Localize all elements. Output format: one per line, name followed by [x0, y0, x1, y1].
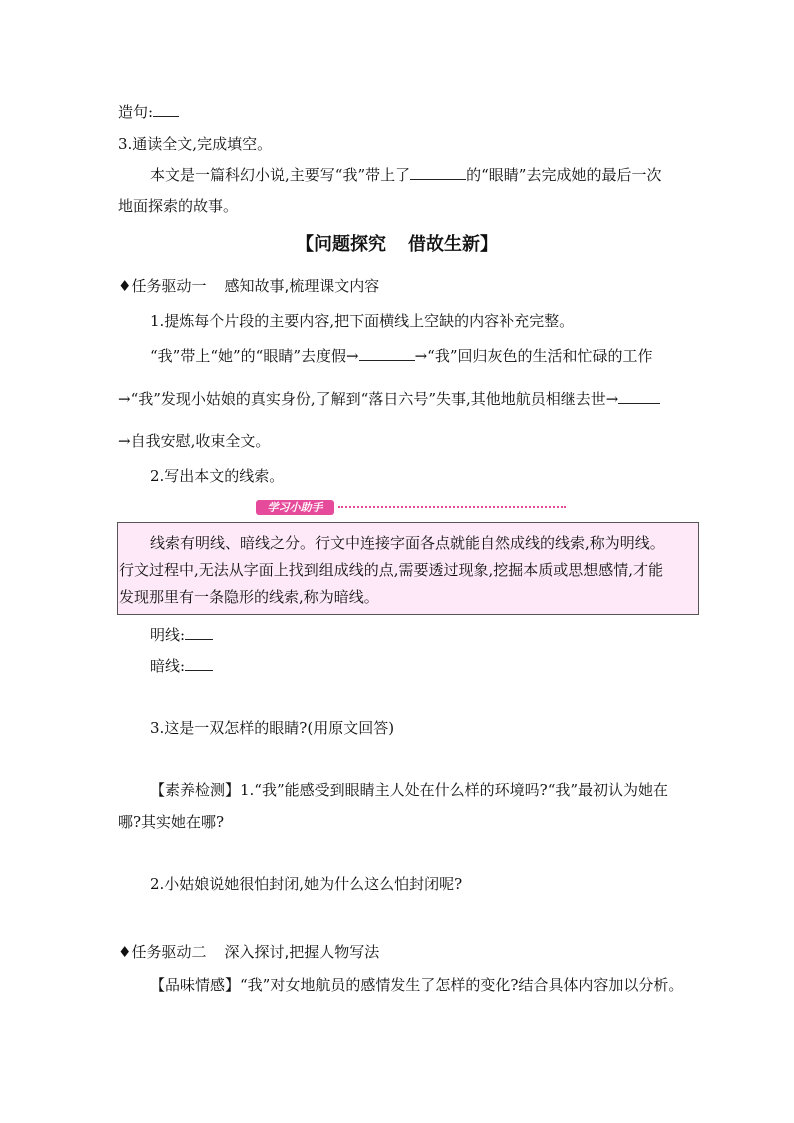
check-line2: 哪?其实她在哪? — [118, 813, 225, 831]
task2-name: 任务驱动二 — [131, 943, 207, 961]
anxian-label: 暗线: — [150, 657, 186, 675]
check-line1: 【素养检测】1.“我”能感受到眼睛主人处在什么样的环境吗?“我”最初认为她在 — [150, 781, 669, 799]
q3-text-a: 本文是一篇科幻小说,主要写“我”带上了 — [150, 166, 411, 184]
task2-desc: 深入探讨,把握人物写法 — [224, 943, 380, 961]
anxian-line — [150, 656, 213, 676]
task1-name: 任务驱动一 — [131, 277, 207, 295]
q3-paragraph-line1 — [150, 165, 661, 185]
task1-q2: 2.写出本文的线索。 — [150, 467, 285, 485]
q3-text-b: 的“眼睛”去完成她的最后一次 — [466, 166, 662, 184]
tip-line2: 行文过程中,无法从字面上找到组成线的点,需要透过现象,挖掘本质或思想感情,才能 — [119, 561, 664, 579]
diamond-bullet-icon: ♦ — [118, 277, 132, 295]
zaoju-line — [118, 102, 179, 122]
diamond-bullet-icon: ♦ — [118, 943, 132, 961]
zaoju-blank[interactable] — [153, 102, 179, 117]
section-title-left: 【问题探究 — [296, 234, 386, 255]
tip-line3: 发现那里有一条隐形的线索,称为暗线。 — [119, 588, 379, 606]
task1-desc: 感知故事,梳理课文内容 — [224, 277, 380, 295]
task2-heading — [118, 942, 379, 962]
zaoju-label: 造句: — [118, 103, 154, 121]
section-title-right: 借故生新】 — [408, 234, 498, 255]
flow2-text: →“我”发现小姑娘的真实身份,了解到“落日六号”失事,其他地航员相继去世→ — [118, 390, 619, 408]
mingxian-blank[interactable] — [185, 625, 213, 640]
flow1-text-a: “我”带上“她”的“眼睛”去度假→ — [150, 347, 359, 365]
flow1-text-b: →“我”回归灰色的生活和忙碌的工作 — [414, 347, 653, 365]
task1-q1: 1.提炼每个片段的主要内容,把下面横线上空缺的内容补充完整。 — [150, 312, 575, 330]
mingxian-label: 明线: — [150, 626, 186, 644]
study-helper-badge: 学习小助手 — [256, 500, 334, 515]
pinwei-line: 【品味情感】“我”对女地航员的感情发生了怎样的变化?结合具体内容加以分析。 — [150, 976, 684, 994]
tip-line1: 线索有明线、暗线之分。行文中连接字面各点就能自然成线的线索,称为明线。 — [150, 534, 665, 552]
mingxian-line — [150, 625, 213, 645]
flow2-blank[interactable] — [618, 389, 660, 404]
flow1-blank[interactable] — [359, 346, 415, 361]
study-helper-banner — [256, 500, 566, 516]
flow-line1 — [150, 346, 653, 366]
q3-paragraph-line2: 地面探索的故事。 — [118, 197, 239, 215]
section-title — [0, 230, 794, 256]
q3-heading: 3.通读全文,完成填空。 — [118, 135, 273, 153]
flow-line2 — [118, 389, 660, 409]
dotted-divider — [338, 506, 566, 508]
anxian-blank[interactable] — [185, 656, 213, 671]
task1-q3: 3.这是一双怎样的眼睛?(用原文回答) — [150, 719, 395, 737]
tip-box — [117, 522, 699, 615]
task1-heading — [118, 276, 379, 296]
check-q2: 2.小姑娘说她很怕封闭,她为什么这么怕封闭呢? — [150, 875, 463, 893]
flow-line3: →自我安慰,收束全文。 — [118, 432, 271, 450]
q3-blank[interactable] — [410, 165, 466, 180]
